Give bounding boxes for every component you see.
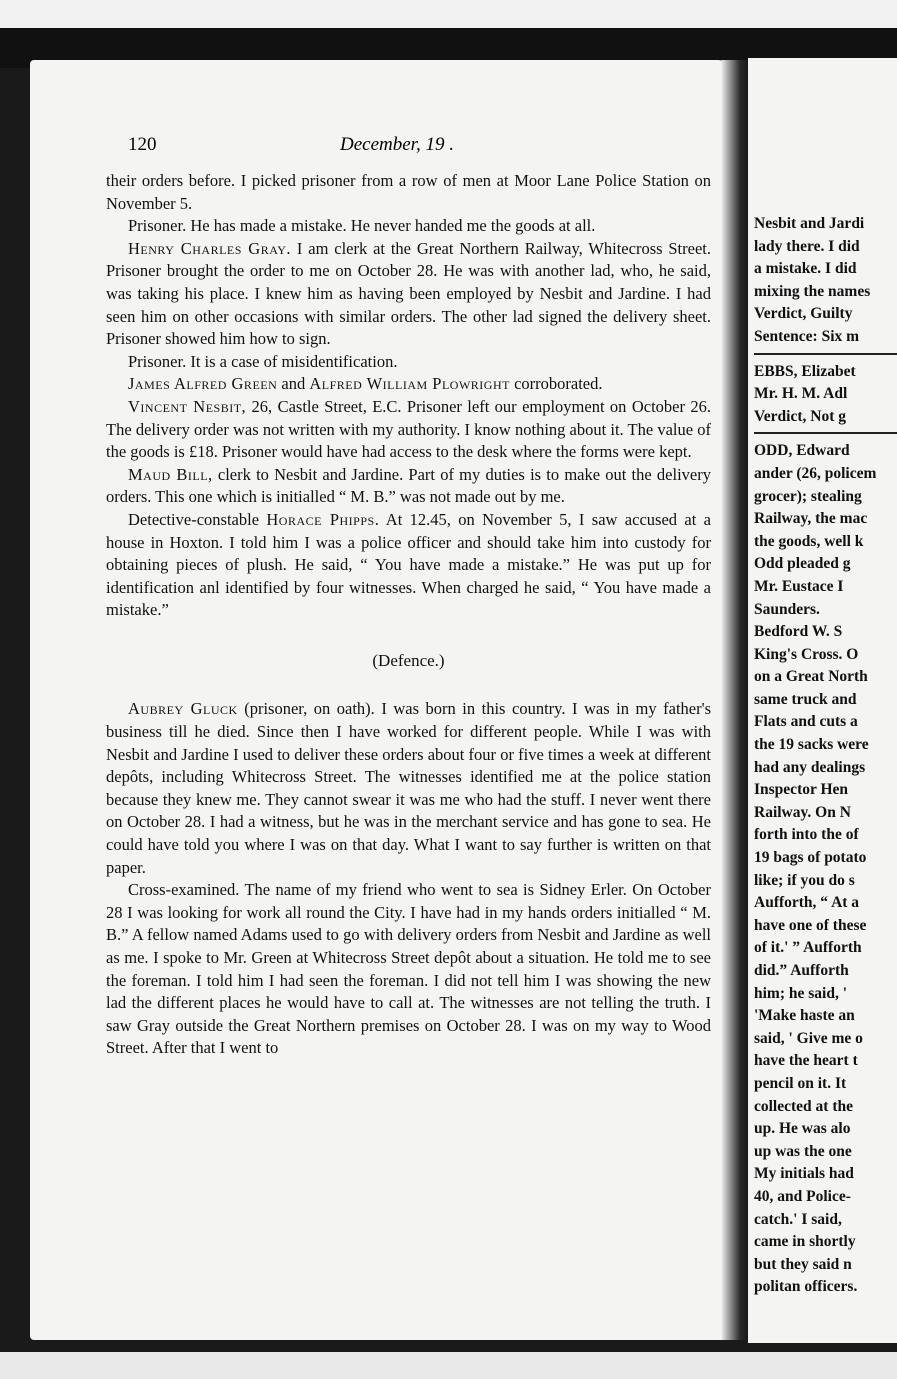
- witness-name: Alfred William Plowright: [309, 374, 510, 394]
- rp-line: Saunders.: [754, 600, 820, 618]
- rp-line: up was the one: [754, 1142, 852, 1160]
- witness-name: James Alfred Green: [128, 374, 278, 394]
- rp-line: Odd pleaded g: [754, 555, 851, 573]
- rp-line: forth into the of: [754, 826, 859, 844]
- rp-divider: [754, 353, 897, 355]
- rp-line: pencil on it. It: [754, 1074, 847, 1092]
- witness-title: Detective-constable: [128, 509, 267, 529]
- paragraph: their orders before. I picked prisoner from a row of men at Moor Lane Police Station on November 5.: [106, 171, 711, 213]
- rp-line: had any dealings: [754, 758, 866, 776]
- rp-line: Mr. H. M. Adl: [754, 385, 848, 403]
- rp-line: 40, and Police-: [754, 1187, 851, 1205]
- rp-line: EBBS, Elizabet: [754, 362, 856, 380]
- right-page: [748, 58, 897, 1343]
- rp-line: a mistake. I did: [754, 260, 857, 278]
- rp-line: Verdict, Not g: [754, 407, 846, 425]
- rp-line: did.” Aufforth: [754, 962, 849, 979]
- rp-line: Inspector Hen: [754, 781, 849, 799]
- rp-line: Verdict, Guilty: [754, 305, 853, 323]
- rp-line: Sentence: Six m: [754, 327, 860, 345]
- testimony-text: 26, Castle Street, E.C. Prisoner left our employment on October 26. The delivery order was not written with my authority. I know nothing about it. The value of the goods is £18. Prisoner would have had access to the desk where the forms were kept.: [106, 396, 711, 462]
- testimony-text: I am clerk at the Great Northern Railway, Whitecross Street. Prisoner brought the order to me on October 28. He was with another lad, who, he said, was taking his place. I knew him as having been employed by Nesbit and Jardine. I had seen him on other occasions with similar orders. The other lad signed the delivery sheet. Prisoner showed him how to sign.: [106, 238, 711, 349]
- rp-line: came in shortly: [754, 1233, 856, 1251]
- witness-name: Horace Phipps.: [266, 509, 380, 529]
- section-heading: (Defence.): [372, 650, 445, 670]
- witness-name: Aubrey Gluck: [128, 699, 238, 719]
- witness-name: Henry Charles Gray.: [128, 238, 292, 258]
- rp-line: the goods, well k: [754, 532, 864, 550]
- testimony-text: At 12.45, on November 5, I saw accused at a house in Hoxton. I told him I was a police officer and should take him into custody for obtaining pieces of plush. He said, “ You have made a mistake.” He was put up for identification anl identified by four witnesses. When charged he said, “ You have made a mistake.”: [106, 509, 711, 620]
- rp-line: up. He was alo: [754, 1120, 851, 1138]
- rp-line: catch.' I said,: [754, 1210, 842, 1228]
- scan-bottom-margin: [0, 1352, 897, 1379]
- testimony-text: corroborated.: [509, 374, 603, 394]
- rp-line: mixing the names: [754, 282, 871, 300]
- rp-line: ander (26, policem: [754, 464, 877, 482]
- rp-line: Bedford W. S: [754, 623, 843, 641]
- rp-line: said, ' Give me o: [754, 1029, 863, 1047]
- right-page-text: [754, 213, 897, 1299]
- paragraph: [106, 373, 711, 396]
- rp-line: grocer); stealing: [754, 487, 862, 505]
- testimony-text: clerk to Nesbit and Jardine. Part of my duties is to make out the delivery orders. This one which is initialled “ M. B.” was not made out by me.: [106, 464, 711, 507]
- paragraph: [106, 238, 711, 351]
- rp-line: Nesbit and Jardi: [754, 215, 865, 232]
- rp-line: Mr. Eustace I: [754, 577, 844, 595]
- witness-name: Maud Bill,: [128, 464, 213, 484]
- rp-line: 'Make haste an: [754, 1007, 855, 1025]
- running-head: December, 19 .: [340, 134, 454, 155]
- rp-line: Railway. On N: [754, 803, 851, 821]
- rp-line: him; he said, ': [754, 984, 848, 1002]
- rp-line: but they said n: [754, 1255, 852, 1273]
- paragraph: Cross-examined. The name of my friend who went to sea is Sidney Erler. On October 28 I was looking for work all round the City. I have had in my hands orders initialled “ M. B.” A fellow named Adams used to go with delivery orders from Nesbit and Jardine as well as me. I spoke to Mr. Green at Whitecross Street depôt about a situation. He told me to see the foreman. I told him I had seen the foreman. I did not tell him I was showing the new lad the different places he would have to call at. The witnesses are not telling the truth. I saw Gray outside the Great Northern premises on October 28. I was on my way to Wood Street. After that I went to: [106, 880, 711, 1058]
- testimony-text: (prisoner, on oath). I was born in this country. I was in my father's business till he died. Since then I have worked for different people. While I was with Nesbit and Jardine I used to deliver these orders about four or five times a week at different depôts, including Whitecross Street. The witnesses identified me at the police station because they knew me. They cannot swear it was me who had the stuff. I never went there on October 28. I had a witness, but he was in the merchant service and has gone to sea. He could have told you where I was on that day. What I want to say further is written on that paper.: [106, 699, 711, 877]
- paragraph: Prisoner. He has made a mistake. He never handed me the goods at all.: [128, 216, 596, 236]
- rp-line: ODD, Edward: [754, 442, 850, 460]
- rp-line: the 19 sacks were: [754, 736, 869, 754]
- rp-line: on a Great North: [754, 668, 868, 686]
- paragraph: Prisoner. It is a case of misidentification.: [128, 351, 398, 371]
- rp-line: have the heart t: [754, 1052, 858, 1070]
- rp-line: 19 bags of potato: [754, 849, 867, 867]
- rp-line: Aufforth, “ At a: [754, 894, 860, 912]
- rp-line: King's Cross. O: [754, 645, 859, 663]
- rp-divider: [754, 432, 897, 434]
- body-text: [106, 170, 711, 1060]
- witness-name: Vincent Nesbit,: [128, 396, 247, 416]
- rp-line: of it.' ” Aufforth: [754, 939, 862, 957]
- paragraph: [106, 396, 711, 464]
- rp-line: lady there. I did: [754, 237, 860, 255]
- rp-line: have one of these: [754, 916, 867, 934]
- rp-line: same truck and: [754, 690, 857, 708]
- paragraph: [106, 698, 711, 879]
- rp-line: collected at the: [754, 1097, 853, 1115]
- paragraph: [106, 509, 711, 622]
- rp-line: like; if you do s: [754, 871, 855, 889]
- paragraph: [106, 464, 711, 509]
- rp-line: politan officers.: [754, 1278, 858, 1296]
- conjunction: and: [277, 374, 310, 394]
- rp-line: Flats and cuts a: [754, 713, 858, 731]
- rp-line: Railway, the mac: [754, 510, 868, 528]
- page-number: 120: [128, 134, 157, 155]
- rp-line: My initials had: [754, 1165, 854, 1183]
